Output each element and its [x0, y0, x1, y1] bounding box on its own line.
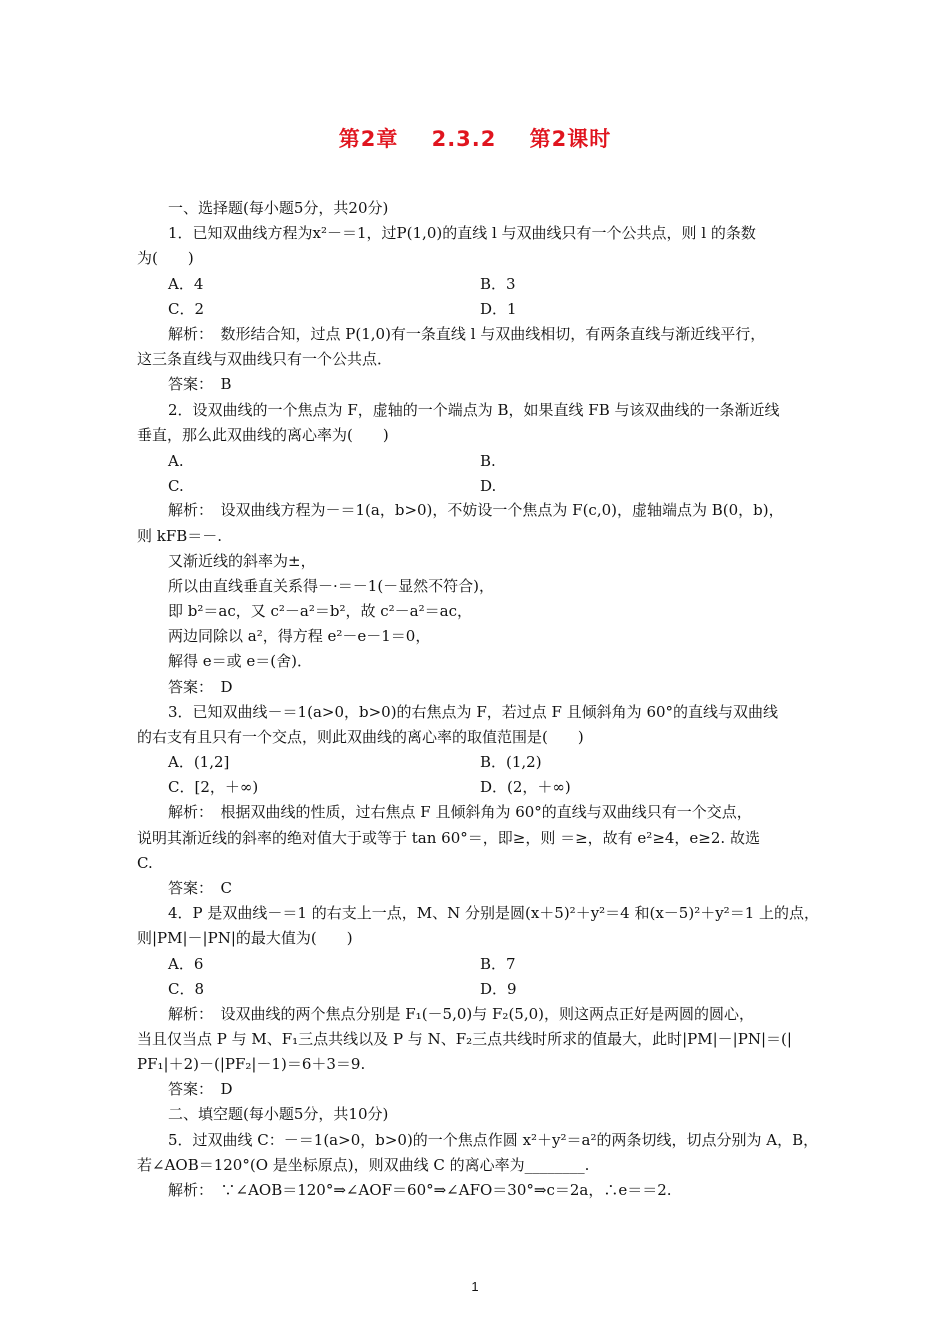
option-c: C.	[168, 477, 184, 495]
page-number: 1	[471, 1279, 479, 1294]
solution-text: 解析： 设双曲线的两个焦点分别是 F₁(－5,0)与 F₂(5,0)，则这两点正好是两圆的圆心，	[168, 1005, 754, 1023]
solution-text: 解析： 数形结合知，过点 P(1,0)有一条直线 l 与双曲线相切，有两条直线与渐近线平行，	[168, 325, 766, 343]
option-d: D.	[480, 477, 497, 495]
solution-text: PF₁|＋2)－(|PF₂|－1)＝6＋3＝9.	[137, 1055, 366, 1073]
question-text: 若∠AOB＝120°(O 是坐标原点)，则双曲线 C 的离心率为________.	[137, 1156, 590, 1174]
option-a: A．6	[168, 955, 204, 973]
question-text: 5．过双曲线 C：－＝1(a>0，b>0)的一个焦点作圆 x²＋y²＝a²的两条切线，切点分别为 A，B，	[168, 1131, 819, 1149]
solution-text: 即 b²＝ac，又 c²－a²＝b²，故 c²－a²＝ac，	[168, 602, 472, 620]
solution-text: 又渐近线的斜率为±，	[168, 552, 316, 570]
solution-text: 两边同除以 a²，得方程 e²－e－1＝0，	[168, 627, 431, 645]
answer-text: 答案： D	[168, 1080, 233, 1098]
solution-text: 当且仅当点 P 与 M、F₁三点共线以及 P 与 N、F₂三点共线时所求的值最大，此时|PM|－|PN|＝(|	[137, 1030, 792, 1048]
solution-text: 所以由直线垂直关系得－·＝－1(－显然不符合)，	[168, 577, 495, 595]
solution-text: 解析： 根据双曲线的性质，过右焦点 F 且倾斜角为 60°的直线与双曲线只有一个交点，	[168, 803, 752, 821]
option-a: A.	[168, 452, 184, 470]
question-text: 1．已知双曲线方程为x²－＝1，过P(1,0)的直线 l 与双曲线只有一个公共点，则 l 的条数	[168, 224, 756, 242]
solution-text: 这三条直线与双曲线只有一个公共点．	[137, 350, 393, 368]
question-text: 的右支有且只有一个交点，则此双曲线的离心率的取值范围是( )	[137, 728, 584, 746]
solution-text: 解析： ∵∠AOB＝120°⇒∠AOF＝60°⇒∠AFO＝30°⇒c＝2a，∴e＝＝2.	[168, 1181, 672, 1199]
option-d: D．(2，＋∞)	[480, 778, 571, 796]
option-a: A．(1,2]	[168, 753, 230, 771]
solution-text: C.	[137, 854, 153, 872]
option-d: D．9	[480, 980, 517, 998]
option-d: D．1	[480, 300, 517, 318]
option-c: C．2	[168, 300, 205, 318]
option-c: C．8	[168, 980, 205, 998]
solution-text: 说明其渐近线的斜率的绝对值大于或等于 tan 60°＝，即≥，则 ＝≥，故有 e²≥4，e≥2. 故选	[137, 829, 760, 847]
question-text: 2．设双曲线的一个焦点为 F，虚轴的一个端点为 B，如果直线 FB 与该双曲线的一条渐近线	[168, 401, 780, 419]
option-b: B．3	[480, 275, 516, 293]
option-b: B．7	[480, 955, 516, 973]
option-c: C．[2，＋∞)	[168, 778, 259, 796]
solution-text: 解得 e＝或 e＝(舍)．	[168, 652, 312, 670]
answer-text: 答案： C	[168, 879, 232, 897]
question-text: 为( )	[137, 249, 194, 267]
option-a: A．4	[168, 275, 204, 293]
solution-text: 解析： 设双曲线方程为－＝1(a，b>0)，不妨设一个焦点为 F(c,0)，虚轴端点为 B(0，b)，	[168, 501, 784, 519]
question-text: 垂直，那么此双曲线的离心率为( )	[137, 426, 389, 444]
solution-text: 则 kFB＝－.	[137, 527, 223, 545]
option-b: B.	[480, 452, 496, 470]
option-b: B．(1,2)	[480, 753, 542, 771]
question-text: 4．P 是双曲线－＝1 的右支上一点，M、N 分别是圆(x＋5)²＋y²＝4 和(x－5)²＋y²＝1 上的点，	[168, 904, 820, 922]
page-title: 第2章 2.3.2 第2课时	[338, 127, 612, 151]
answer-text: 答案： D	[168, 678, 233, 696]
answer-text: 答案： B	[168, 375, 232, 393]
question-text: 3．已知双曲线－＝1(a>0，b>0)的右焦点为 F，若过点 F 且倾斜角为 60°的直线与双曲线	[168, 703, 779, 721]
section-heading: 一、选择题(每小题5分，共20分)	[168, 199, 389, 217]
question-text: 则|PM|－|PN|的最大值为( )	[137, 929, 353, 947]
section-heading: 二、填空题(每小题5分，共10分)	[168, 1105, 389, 1123]
